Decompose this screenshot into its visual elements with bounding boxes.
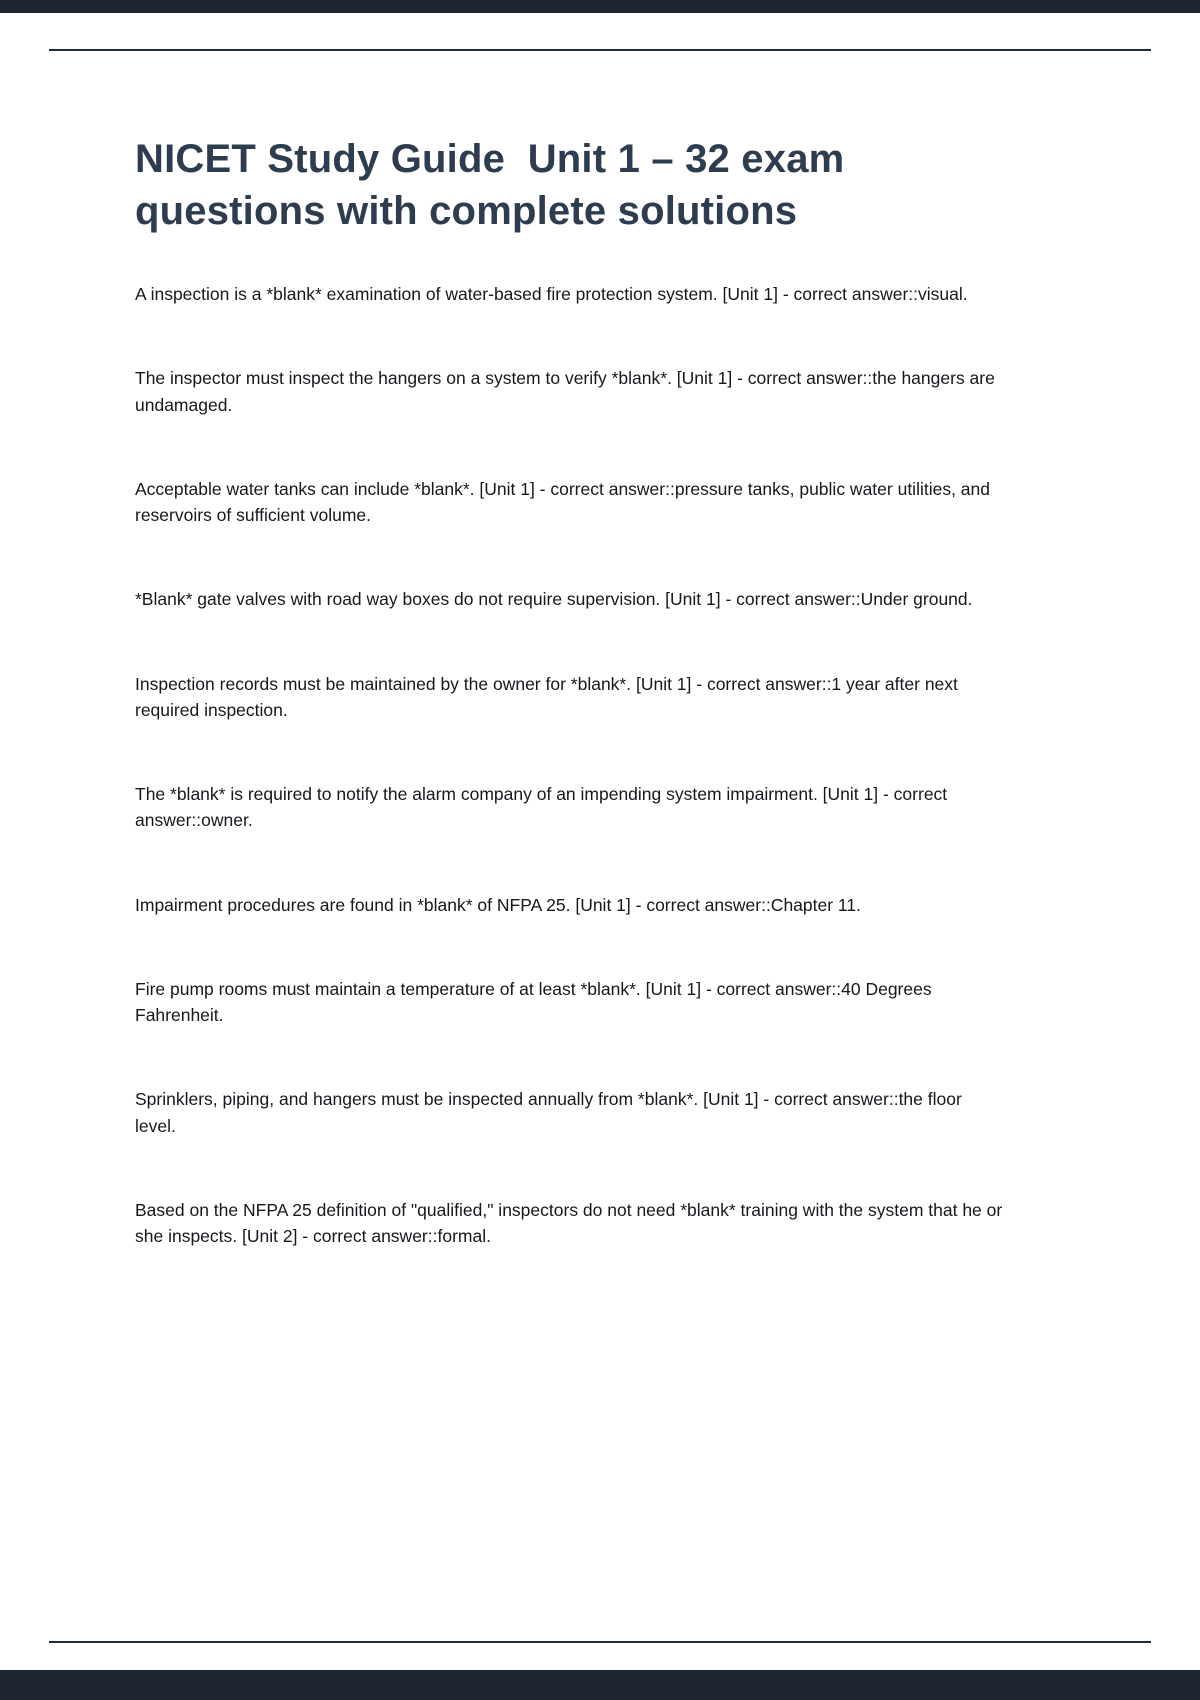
qa-paragraph: The inspector must inspect the hangers on a system to verify *blank*. [Unit 1] - correct answer::the hangers are undamaged. xyxy=(135,368,995,415)
document-title: NICET Study Guide Unit 1 – 32 exam questions with complete solutions xyxy=(135,137,856,233)
document-content xyxy=(135,133,1015,1307)
top-border-bar xyxy=(0,0,1200,13)
qa-paragraph: The *blank* is required to notify the alarm company of an impending system impairment. [Unit 1] - correct answer::owner. xyxy=(135,784,948,831)
bottom-border-bar xyxy=(0,1670,1200,1700)
qa-paragraph: Impairment procedures are found in *blank* of NFPA 25. [Unit 1] - correct answer::Chapter 11. xyxy=(135,894,861,915)
footer-rule xyxy=(49,1641,1151,1643)
qa-paragraph: A inspection is a *blank* examination of water-based fire protection system. [Unit 1] - correct answer::visual. xyxy=(135,284,968,304)
qa-paragraph: Fire pump rooms must maintain a temperature of at least *blank*. [Unit 1] - correct answer::40 Degrees Fahrenheit. xyxy=(135,978,932,1025)
qa-paragraph: *Blank* gate valves with road way boxes do not require supervision. [Unit 1] - correct answer::Under ground. xyxy=(135,589,973,610)
qa-paragraph: Inspection records must be maintained by the owner for *blank*. [Unit 1] - correct answer::1 year after next required inspection. xyxy=(135,673,958,720)
qa-paragraph: Based on the NFPA 25 definition of "qualified," inspectors do not need *blank* training with the system that he or she inspects. [Unit 2] - correct answer::formal. xyxy=(135,1199,1003,1246)
qa-paragraph: Acceptable water tanks can include *blank*. [Unit 1] - correct answer::pressure tanks, public water utilities, and reservoirs of sufficient volume. xyxy=(135,478,990,525)
header-rule xyxy=(49,49,1151,51)
qa-paragraph: Sprinklers, piping, and hangers must be inspected annually from *blank*. [Unit 1] - correct answer::the floor level. xyxy=(135,1089,962,1136)
